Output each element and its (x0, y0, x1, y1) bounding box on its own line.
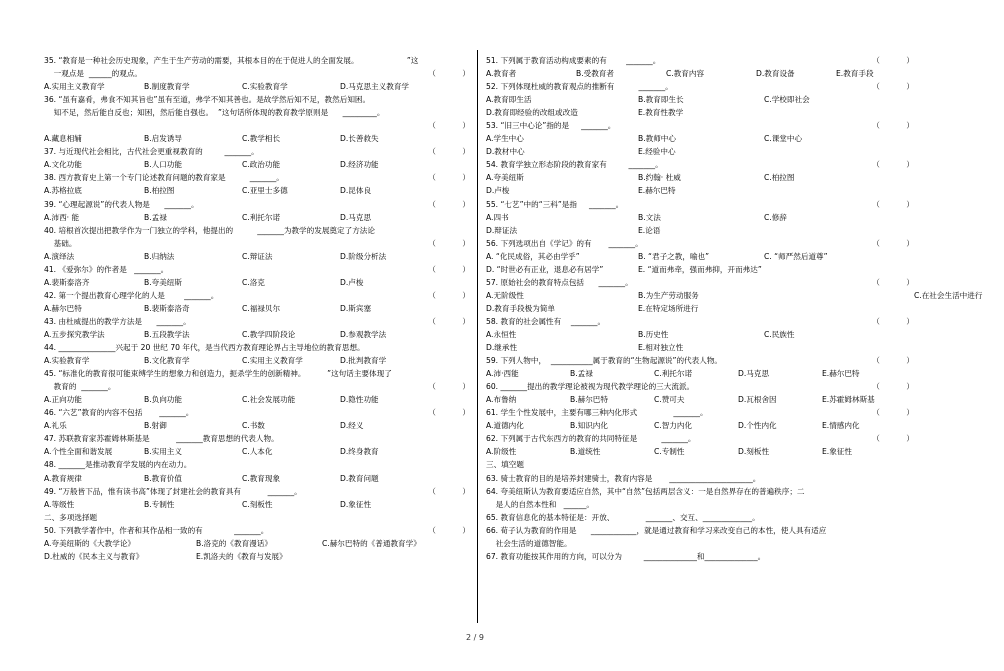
answer-options (44, 419, 470, 432)
question-line (486, 158, 914, 171)
answer-options (486, 224, 914, 237)
answer-option: B.人口功能 (144, 160, 182, 170)
answer-option: A.实验教育学 (44, 356, 90, 366)
answer-option: B.孟禄 (144, 212, 167, 222)
question-text: 58. 教育的社会属性有 _______。 (486, 316, 606, 326)
answer-option: A.文化功能 (44, 160, 82, 170)
question-text: 三、填空题 (486, 460, 524, 470)
question-line (44, 485, 470, 498)
answer-option: C.柏拉图 (764, 173, 795, 183)
answer-option: C.人本化 (242, 447, 273, 457)
answer-option: B.启发诱导 (144, 134, 182, 144)
answer-option: D.长善救失 (340, 134, 379, 144)
answer-option: A.五步探究教学法 (44, 329, 105, 339)
right-column (486, 54, 983, 563)
answer-option: B.实用主义 (144, 447, 182, 457)
question-text: 35. “教育是一种社会历史现象，产生于生产劳动的需要，其根本目的在于促进人的全面发展。 ”这 (44, 56, 419, 65)
answer-option: D.昆体良 (340, 186, 372, 196)
answer-option: E.象征性 (822, 447, 852, 457)
question-text: 是人的自然本性和 ______。 (486, 499, 595, 509)
question-line (486, 458, 914, 471)
answer-parentheses: （ ） (428, 408, 470, 418)
question-text: 42. 第一个提出教育心理学化的人是 _______。 (44, 290, 219, 300)
answer-parentheses: （ ） (428, 121, 470, 131)
answer-parentheses: （ ） (872, 199, 914, 209)
answer-option: C.实验教育学 (242, 82, 288, 92)
answer-parentheses: （ ） (428, 199, 470, 209)
question-line (44, 54, 470, 67)
question-line (44, 93, 470, 106)
answer-option: A.礼乐 (44, 421, 67, 431)
question-text: 41. 《爱弥尔》的作者是 _______。 (44, 264, 169, 274)
answer-options (486, 302, 914, 315)
answer-option: B.赫尔巴特 (570, 395, 608, 405)
answer-options (486, 93, 914, 106)
answer-parentheses: （ ） (872, 82, 914, 92)
question-text: 知不足，然后能自反也；知困，然后能自强也。 ”这句话所体现的教育教学原则是 _________。 (44, 108, 385, 118)
answer-option: A.永恒性 (486, 329, 517, 339)
answer-option: D.终身教育 (340, 447, 379, 457)
question-text: 52. 下列体现杜威的教育观点的推断有 _______。 (486, 82, 673, 92)
answer-option: C.赫尔巴特的《普通教育学》 (322, 538, 421, 548)
question-line (486, 380, 914, 393)
answer-option: E.情感内化 (822, 421, 860, 431)
question-line (44, 224, 470, 237)
answer-option: E.苏霍姆林斯基 (822, 395, 875, 405)
question-text: 基础。 (44, 238, 77, 248)
answer-option (764, 106, 914, 119)
answer-options (486, 106, 914, 119)
answer-option: B.为生产劳动服务 (638, 290, 699, 300)
question-line (486, 315, 914, 328)
question-text: 56. 下列选项出自《学记》的有 _______。 (486, 238, 643, 248)
answer-option: B.射御 (144, 421, 167, 431)
answer-option: A.夸美纽斯 (486, 173, 524, 183)
answer-options (486, 211, 914, 224)
question-line (44, 367, 470, 380)
question-line (44, 341, 470, 354)
answer-option: A.实用主义教育学 (44, 82, 105, 92)
answer-option: D.马克思主义教育学 (340, 82, 410, 92)
answer-option: A.藏息相辅 (44, 134, 82, 144)
question-text: 46. “六艺”教育的内容不包括 _______。 (44, 408, 194, 418)
answer-option: A.无阶级性 (486, 290, 524, 300)
answer-options (44, 537, 470, 550)
question-line (486, 472, 914, 485)
answer-option: D.个性内化 (738, 421, 777, 431)
question-text: 63. 骑士教育的目的是培养封建骑士，教育内容是 ______________________。 (486, 473, 761, 483)
answer-parentheses: （ ） (872, 238, 914, 248)
answer-option: C. “师严然后道尊” (764, 251, 828, 261)
answer-option: E.教育性教学 (638, 108, 684, 118)
answer-option: C.利托尔诺 (242, 212, 281, 222)
answer-option: A. “化民成俗，其必由学乎” (486, 251, 580, 261)
answer-parentheses: （ ） (872, 160, 914, 170)
question-text: 二、多项选择题 (44, 512, 98, 522)
answer-parentheses: （ ） (428, 147, 470, 157)
answer-option: E.凯洛夫的《教育与发展》 (196, 551, 287, 561)
answer-option: A.沛西· 能 (44, 212, 80, 222)
answer-option: E. “道而弗牵，强而弗抑，开而弗达” (638, 264, 762, 274)
answer-option: A.沛·西能 (486, 369, 519, 379)
answer-option: B.专制性 (144, 499, 175, 509)
answer-options (486, 145, 914, 158)
answer-option: E.论语 (638, 225, 661, 235)
question-line (486, 54, 914, 67)
answer-option: B.孟禄 (570, 369, 593, 379)
question-line (44, 171, 470, 184)
question-line (486, 537, 914, 550)
question-line (486, 354, 914, 367)
answer-option: D. “时世必有正业，退息必有居学” (486, 264, 604, 274)
answer-option: D.隐性功能 (340, 395, 379, 405)
answer-option: C.课堂中心 (764, 134, 803, 144)
answer-parentheses: （ ） (428, 290, 470, 300)
answer-option: C.福禄贝尔 (242, 303, 281, 313)
answer-option: A.个性全面和谐发展 (44, 447, 113, 457)
answer-option: D.刻板性 (738, 447, 770, 457)
answer-option (764, 145, 914, 158)
question-line (486, 498, 914, 511)
answer-options (44, 184, 470, 197)
answer-option: C.教育内容 (666, 69, 705, 79)
question-text: 50. 下列教学著作中，作者和其作品相一致的有 _______。 (44, 525, 269, 535)
answer-option: C.亚里士多德 (242, 186, 288, 196)
answer-option: B.五段教学法 (144, 329, 190, 339)
answer-option: E.教育手段 (836, 69, 874, 79)
answer-parentheses: （ ） (428, 173, 470, 183)
answer-options (486, 171, 914, 184)
answer-option: B.受教育者 (576, 69, 614, 79)
answer-option: B.知识内化 (570, 421, 608, 431)
question-line (44, 511, 470, 524)
question-line (44, 315, 470, 328)
answer-option: D.卢梭 (486, 186, 510, 196)
answer-option: A.教育规律 (44, 473, 82, 483)
answer-option: B.夸美纽斯 (144, 277, 182, 287)
question-line (44, 432, 470, 445)
answer-option: B. “君子之教，喻也” (638, 251, 710, 261)
answer-option: C.修辞 (764, 212, 787, 222)
answer-option: C.利托尔诺 (654, 369, 693, 379)
answer-options (44, 328, 470, 341)
answer-option: B.裴斯泰洛奇 (144, 303, 190, 313)
question-text: 社会生活的道德智能。 (486, 538, 572, 548)
answer-parentheses: （ ） (428, 264, 470, 274)
question-text: 59. 下列人物中， ___________属于教育的“生物起源说”的代表人物。 (486, 356, 723, 366)
question-text: 48. _______是推动教育学发展的内在动力。 (44, 460, 192, 470)
answer-options (486, 341, 914, 354)
answer-option: B.历史性 (638, 329, 669, 339)
question-line (44, 198, 470, 211)
answer-option: D.阶级分析法 (340, 251, 387, 261)
question-line (44, 289, 470, 302)
answer-option: C.智力内化 (654, 421, 693, 431)
answer-options (44, 393, 470, 406)
answer-option: B.约翰· 杜威 (638, 173, 681, 183)
answer-option: B.柏拉图 (144, 186, 175, 196)
answer-options (44, 250, 470, 263)
answer-parentheses: （ ） (872, 382, 914, 392)
answer-option: B.文法 (638, 212, 661, 222)
answer-option: B.教育即生长 (638, 95, 684, 105)
answer-option: D.瓦根舍因 (738, 395, 777, 405)
answer-options (486, 132, 914, 145)
page-number: 2 / 9 (466, 633, 484, 642)
answer-option: B.道统性 (570, 447, 601, 457)
answer-options (44, 445, 470, 458)
answer-option: B.教师中心 (638, 134, 676, 144)
answer-options (44, 132, 470, 145)
answer-option (764, 341, 914, 354)
answer-option (764, 184, 914, 197)
question-text: 65. 教育信息化的基本特征是：开放、 _______、交互、_____________。 (486, 512, 760, 522)
answer-parentheses: （ ） (872, 316, 914, 326)
answer-options (44, 80, 470, 93)
answer-options (44, 472, 470, 485)
answer-option: B.制度教育学 (144, 82, 190, 92)
answer-option: D.辩证法 (486, 225, 518, 235)
answer-option: C.教学相长 (242, 134, 281, 144)
answer-option: D.教育手段极为简单 (486, 303, 556, 313)
answer-option: C.社会发展功能 (242, 395, 296, 405)
answer-option: C.实用主义教育学 (242, 356, 303, 366)
answer-option: C.在社会生活中进行 (914, 290, 983, 300)
question-line (44, 106, 470, 119)
answer-option: D.教育设备 (756, 69, 795, 79)
question-text: 51. 下列属于教育活动构成要素的有 _______。 (486, 56, 661, 65)
answer-option: D.杜威的《民本主义与教育》 (44, 551, 144, 561)
answer-option: A.演绎法 (44, 251, 75, 261)
question-line (44, 145, 470, 158)
question-text: 一观点是 ______的观点。 (44, 69, 143, 79)
answer-option: D.继承性 (486, 343, 518, 353)
answer-option: C.刻板性 (242, 499, 273, 509)
question-text: 39. “心理起源说”的代表人物是 _______。 (44, 199, 199, 209)
answer-options (44, 158, 470, 171)
answer-option: A.阶级性 (486, 447, 517, 457)
answer-parentheses: （ ） (872, 56, 914, 65)
answer-option: D.卢梭 (340, 277, 364, 287)
answer-option: A.正向功能 (44, 395, 82, 405)
answer-option: A.道德内化 (486, 421, 524, 431)
answer-option (764, 224, 914, 237)
question-text: 40. 培根首次提出把教学作为一门独立的学科，他提出的 _______为教学的发展奠定了方法论 (44, 225, 375, 235)
answer-option: C.民族性 (764, 329, 795, 339)
answer-option: C.教育现象 (242, 473, 281, 483)
question-text: 53. “旧三中心论”指的是 _______。 (486, 121, 616, 131)
left-column (44, 54, 470, 563)
question-text: 43. 由杜威提出的教学方法是 _______。 (44, 316, 191, 326)
question-text: 62. 下列属于古代东西方的教育的共同特征是 _______。 (486, 434, 696, 444)
column-divider (477, 50, 478, 623)
question-text: 55. “七艺”中的“三科”是指 _______。 (486, 199, 624, 209)
question-line (486, 276, 914, 289)
answer-option: D.斯宾塞 (340, 303, 372, 313)
question-text: 57. 原始社会的教育特点包括 _______。 (486, 277, 633, 287)
answer-option: C.政治功能 (242, 160, 281, 170)
answer-option: E.经验中心 (638, 147, 676, 157)
question-text: 36. “虽有嘉肴，弗食不知其旨也”虽有至道，弗学不知其善也。是故学然后知不足，教然后知困。 (44, 95, 371, 105)
answer-option: A.教育者 (486, 69, 517, 79)
question-line (486, 511, 914, 524)
answer-option: C.专制性 (654, 447, 685, 457)
question-line (486, 524, 914, 537)
answer-parentheses: （ ） (428, 238, 470, 248)
answer-option: C.洛克 (242, 277, 265, 287)
question-line (486, 406, 914, 419)
answer-parentheses: （ ） (428, 525, 470, 535)
answer-option: D.马克思 (340, 212, 372, 222)
question-line (44, 406, 470, 419)
answer-option: C.辩证法 (242, 251, 273, 261)
question-line (44, 237, 470, 250)
answer-parentheses: （ ） (428, 316, 470, 326)
answer-options (44, 276, 470, 289)
answer-option: D.经义 (340, 421, 364, 431)
answer-option: A.学生中心 (486, 134, 524, 144)
question-text: 45. “标准化的教育很可能束缚学生的想象力和创造力，扼杀学生的创新精神。 ”这句话主要体现了 (44, 369, 392, 379)
answer-parentheses: （ ） (872, 277, 914, 287)
answer-parentheses: （ ） (872, 408, 914, 418)
answer-option: D.象征性 (340, 499, 372, 509)
question-text: 44. _______________兴起于 20 世纪 70 年代，是当代西方教育理论界占主导地位的教育思想。 (44, 343, 365, 353)
answer-option: E.在特定场所进行 (638, 303, 699, 313)
answer-option: A.等级性 (44, 499, 75, 509)
question-line (486, 237, 914, 250)
answer-option: C.学校即社会 (764, 95, 810, 105)
answer-options (486, 328, 914, 341)
answer-options (44, 211, 470, 224)
answer-options (44, 354, 470, 367)
answer-option: B.负向功能 (144, 395, 182, 405)
question-text: 67. 教育功能按其作用的方向，可以分为 ______________和______________。 (486, 551, 766, 561)
answer-option: A.教育即生活 (486, 95, 532, 105)
answer-options (486, 289, 983, 302)
answer-option: A.苏格拉底 (44, 186, 82, 196)
answer-option: E.赫尔巴特 (822, 369, 860, 379)
answer-options (486, 67, 914, 80)
answer-option: A.布鲁纳 (486, 395, 517, 405)
answer-options (486, 184, 914, 197)
answer-option: D.教材中心 (486, 147, 525, 157)
answer-parentheses: （ ） (872, 356, 914, 366)
answer-option: A.四书 (486, 212, 509, 222)
answer-options (486, 367, 914, 380)
answer-options (486, 419, 914, 432)
question-text: 37. 与近现代社会相比，古代社会更重视教育的 _______。 (44, 147, 259, 157)
answer-option: A.夸美纽斯的《大教学论》 (44, 538, 136, 548)
question-line (44, 67, 470, 80)
question-line (44, 263, 470, 276)
answer-option: D.教育即经验的改组或改造 (486, 108, 578, 118)
answer-option: B.归纳法 (144, 251, 175, 261)
question-line (486, 198, 914, 211)
answer-parentheses: （ ） (428, 69, 470, 79)
question-line (44, 458, 470, 471)
answer-parentheses: （ ） (428, 382, 470, 392)
answer-parentheses: （ ） (428, 486, 470, 496)
answer-option: A.赫尔巴特 (44, 303, 82, 313)
question-text: 66. 荀子认为教育的作用是 ____________，就是通过教育和学习来改变自己的本性，使人具有适应 (486, 525, 827, 535)
question-line (486, 432, 914, 445)
question-text: 60. _______提出的教学理论被视为现代教学理论的三大流派。 (486, 382, 695, 392)
answer-option: D.马克思 (738, 369, 770, 379)
answer-option: C.赞可夫 (654, 395, 685, 405)
answer-options (44, 550, 470, 563)
answer-option: D.经济功能 (340, 160, 379, 170)
answer-options (44, 302, 470, 315)
answer-option (322, 550, 470, 563)
answer-option: B.教育价值 (144, 473, 182, 483)
answer-options (486, 263, 914, 276)
question-text: 61. 学生个性发展中，主要有哪三种内化形式 _______。 (486, 408, 708, 418)
answer-option: D.参观教学法 (340, 329, 387, 339)
answer-option: C.教学四阶段论 (242, 329, 296, 339)
question-line (486, 485, 914, 498)
question-line (44, 524, 470, 537)
question-text: 教育的 _______。 (44, 382, 116, 392)
question-line (44, 380, 470, 393)
answer-options (44, 498, 470, 511)
answer-parentheses: （ ） (872, 121, 914, 131)
answer-option: A.裴斯泰洛齐 (44, 277, 90, 287)
answer-options (486, 250, 914, 263)
question-line (486, 550, 914, 563)
answer-option: D.批判教育学 (340, 356, 387, 366)
answer-options (486, 393, 914, 406)
answer-option: B.洛克的《教育漫话》 (196, 538, 272, 548)
question-line (486, 80, 914, 93)
answer-options (486, 445, 914, 458)
answer-option: C.书数 (242, 421, 265, 431)
answer-parentheses: （ ） (872, 434, 914, 444)
question-text: 54. 教育学独立形态阶段的教育家有 _______。 (486, 160, 663, 170)
question-text: 47. 苏联教育家苏霍姆林斯基是 _______教育思想的代表人物。 (44, 434, 279, 444)
question-line (44, 119, 470, 132)
question-text: 49. “万般皆下品，惟有读书高”体现了封建社会的教育具有 _______。 (44, 486, 302, 496)
answer-option: E.赫尔巴特 (638, 186, 676, 196)
answer-option: E.相对独立性 (638, 343, 684, 353)
question-text: 64. 夸美纽斯认为教育要适应自然，其中“自然”包括两层含义：一是自然界存在的普遍秩序；二 (486, 486, 805, 496)
answer-option: B.文化教育学 (144, 356, 190, 366)
answer-option: D.教育问题 (340, 473, 379, 483)
question-line (486, 119, 914, 132)
question-text: 38. 西方教育史上第一个专门论述教育问题的教育家是 _______。 (44, 173, 284, 183)
